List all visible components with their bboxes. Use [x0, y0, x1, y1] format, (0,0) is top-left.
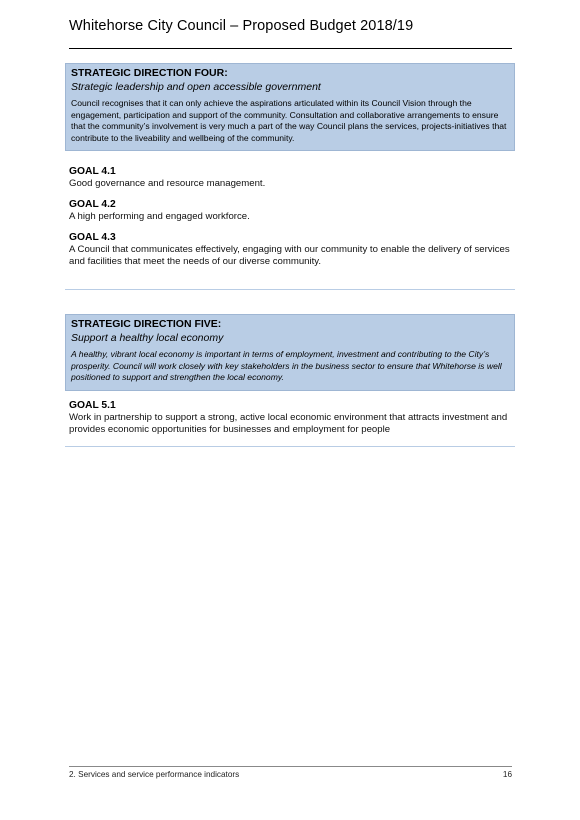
goal-title: GOAL 4.2 — [69, 199, 116, 210]
goal-item — [69, 232, 515, 268]
section-divider — [65, 446, 515, 447]
goal-item — [69, 166, 515, 190]
strategic-direction-four-box — [65, 63, 515, 151]
direction-subtitle: Strategic leadership and open accessible government — [71, 81, 321, 93]
goal-text: Work in partnership to support a strong, active local economic environment that attracts investment and provides economic opportunities for businesses and employment for people — [69, 412, 508, 435]
strategic-direction-five-box — [65, 314, 515, 391]
page-title: Whitehorse City Council – Proposed Budget 2018/19 — [69, 18, 414, 34]
goal-text: A high performing and engaged workforce. — [69, 211, 250, 222]
goal-text: A Council that communicates effectively, engaging with our community to enable the delivery of services and facilities that meet the needs of our diverse community. — [69, 244, 510, 267]
direction-subtitle: Support a healthy local economy — [71, 332, 224, 344]
goal-item — [69, 400, 515, 436]
direction-title: STRATEGIC DIRECTION FOUR: — [71, 67, 228, 79]
goal-title: GOAL 4.3 — [69, 232, 116, 243]
goal-title: GOAL 4.1 — [69, 166, 116, 177]
direction-title: STRATEGIC DIRECTION FIVE: — [71, 318, 222, 330]
header-divider — [69, 48, 512, 49]
section-divider — [65, 289, 515, 290]
footer-divider — [69, 766, 512, 767]
goal-title: GOAL 5.1 — [69, 400, 116, 411]
page-number: 16 — [502, 770, 512, 779]
goal-text: Good governance and resource management. — [69, 178, 266, 189]
page-footer — [69, 770, 512, 779]
direction-description: Council recognises that it can only achieve the aspirations articulated within its Council Vision through the engagement, participation and support of the community. Consultation and collaborative arrangements to ensure that the community’s involvement is very much a part of the way Council plans the services, projects-initiatives that contribute to the liveability and wellbeing of the community. — [71, 98, 507, 143]
footer-section-label: 2. Services and service performance indicators — [69, 770, 240, 779]
goals-list-direction-five — [69, 400, 515, 445]
direction-description: A healthy, vibrant local economy is important in terms of employment, investment and contributing to the City’s prosperity. Council will work closely with key stakeholders in the business sector to ensure that Whitehorse is well positioned to support and strengthen the local economy. — [71, 349, 502, 382]
goals-list-direction-four — [69, 166, 515, 277]
goal-item — [69, 199, 515, 223]
